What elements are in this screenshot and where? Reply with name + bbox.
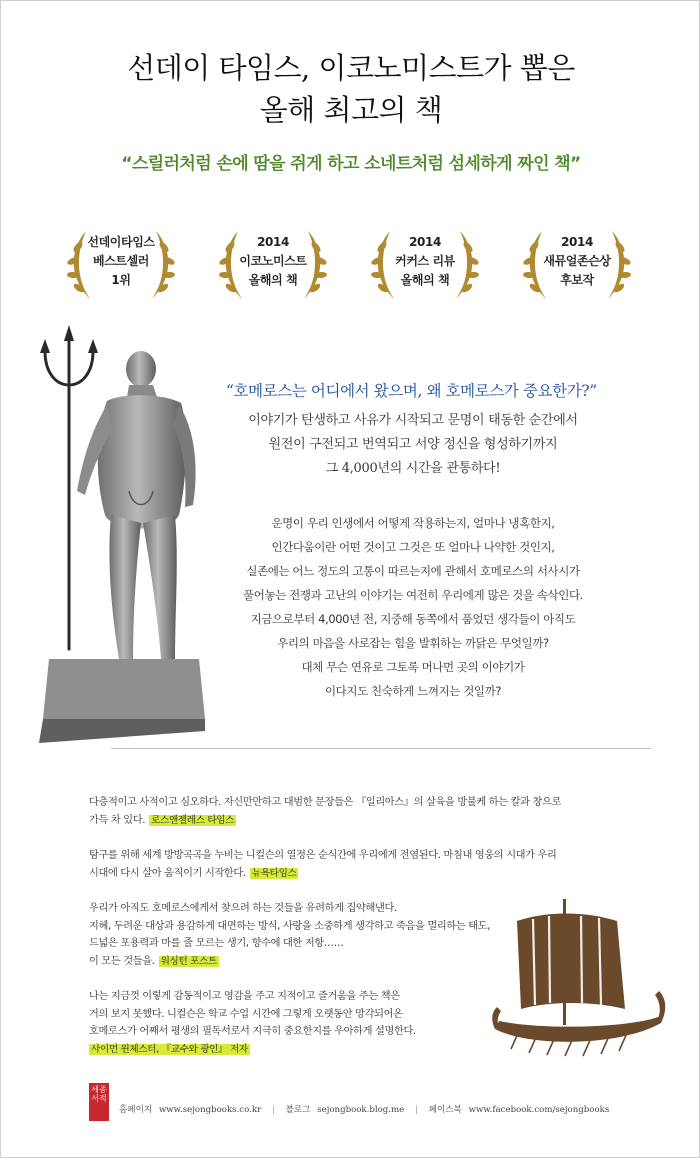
headline-line-2: 올해 최고의 책 — [259, 93, 443, 127]
awards-row — [56, 219, 656, 309]
review-source-badge: 뉴욕타임스 — [251, 867, 297, 879]
review-item: 탐구를 위해 세계 방방곡곡을 누비는 니컬슨의 열정은 순식간에 우리에게 전염된다. 마침내 영웅의 시대가 우리 시대에 다시 살아 움직이기 시작한다. 뉴욕타임스 — [89, 850, 557, 879]
headline-line-1: 선데이 타임스, 이코노미스트가 뽑은 — [127, 51, 575, 85]
headline — [1, 47, 700, 131]
publisher-logo: 세종서적 — [89, 1083, 109, 1121]
award-badge: 2014 커커스 리뷰 올해의 책 — [360, 219, 490, 309]
homepage-link[interactable]: www.sejongbooks.co.kr — [158, 1105, 262, 1115]
award-badge: 선데이타임스 베스트셀러 1위 — [56, 219, 186, 309]
footer-contacts: 홈페이지 www.sejongbooks.co.kr | 블로그 sejongbook.blog.me | 페이스북 www.facebook.com/sejongbooks — [119, 1105, 610, 1115]
review-source-badge: 로스앤젤레스 타임스 — [151, 814, 235, 826]
review-source-badge: 사이먼 윈체스터, 『교수와 광인』 저자 — [91, 1043, 248, 1055]
review-source-badge: 워싱턴 포스트 — [160, 955, 217, 967]
description-paragraph: 운명이 우리 인생에서 어떻게 작용하는지, 얼마나 냉혹한지, 인간다움이란 어떤 것이고 그것은 또 얼마나 나약한 것인지, 실존에는 어느 정도의 고통이 따르는지에 관해서 호메로스의 서사시가 풀어놓는 전쟁과 고난의 이야기는 여전히 우리에게 많은 것을 속삭인다. 지금으로부터 4,000년 전, 지중해 동쪽에서 품었던 생각들이 아직도 우리의 마음을 사로잡는 힘을 발휘하는 까닭은 무엇일까? 대체 무슨 연유로 그토록 머나먼 곳의 이야기가 이다지도 친숙하게 느껴지는 것일까? — [243, 516, 583, 698]
intro-paragraph: 이야기가 탄생하고 사유가 시작되고 문명이 태동한 순간에서 원전이 구전되고 번역되고 서양 정신을 형성하기까지 그 4,000년의 시간을 관통하다! — [248, 413, 578, 476]
greek-ship-icon — [489, 881, 669, 1061]
award-badge: 2014 새뮤얼존슨상 후보작 — [512, 219, 642, 309]
question-heading: “호메로스는 어디에서 왔으며, 왜 호메로스가 중요한가?” — [226, 382, 597, 400]
facebook-link[interactable]: www.facebook.com/sejongbooks — [468, 1105, 610, 1115]
section-divider — [111, 748, 651, 749]
tagline-quote: “스릴러처럼 손에 땀을 쥐게 하고 소네트처럼 섬세하게 짜인 책” — [121, 154, 581, 174]
review-item: 나는 지금껏 이렇게 감동적이고 영감을 주고 지적이고 즐거움을 주는 책은 거의 보지 못했다. 니컬슨은 학교 수업 시간에 그렇게 오랫동안 망각되어온 호메로스가 어째서 평생의 필독서로서 지극히 중요한지를 우아하게 설명한다. 사이먼 윈체스터, 『교수와 광인』 저자 — [89, 991, 416, 1055]
blog-link[interactable]: sejongbook.blog.me — [317, 1105, 405, 1115]
poseidon-statue-image — [29, 319, 219, 749]
award-badge: 2014 이코노미스트 올해의 책 — [208, 219, 338, 309]
review-item: 우리가 아직도 호메로스에게서 찾으려 하는 것들을 유려하게 집약해낸다. 지혜, 두려운 대상과 용감하게 대면하는 방식, 사랑을 소중하게 생각하고 죽음을 멀리하는 태도, 드넓은 포용력과 마를 줄 모르는 생기, 향수에 대한 저항…… 이 모든 것들을. 워싱턴 포스트 — [89, 903, 491, 967]
review-item: 다층적이고 사적이고 심오하다. 자신만만하고 대범한 문장들은 『일리아스』의 살육을 방불케 하는 칼과 창으로 가득 차 있다. 로스앤젤레스 타임스 — [89, 797, 561, 826]
